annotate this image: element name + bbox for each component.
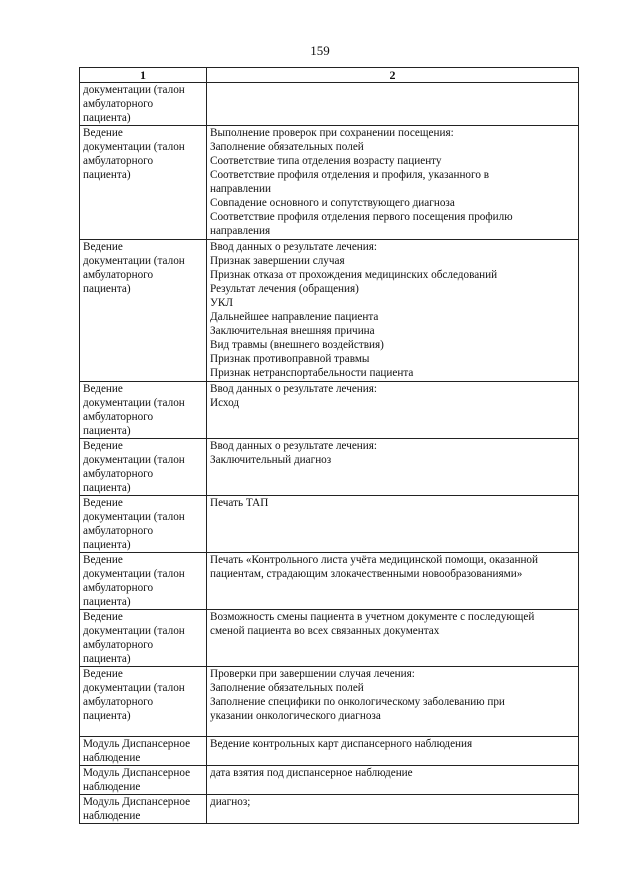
cell-line: направлении	[210, 183, 271, 195]
table-row	[80, 83, 579, 126]
table-header-row	[80, 68, 579, 83]
table-row	[80, 667, 579, 737]
table-row	[80, 766, 579, 795]
cell-line: пациента)	[83, 425, 131, 437]
cell-function	[207, 83, 579, 126]
cell-module	[80, 126, 207, 240]
cell-line: Вид травмы (внешнего воздействия)	[210, 339, 384, 351]
cell-line: амбулаторного	[83, 98, 154, 110]
table-row	[80, 240, 579, 382]
cell-line: Заполнение обязательных полей	[210, 682, 364, 694]
table-row	[80, 382, 579, 439]
cell-line: направления	[210, 225, 271, 237]
cell-line: амбулаторного	[83, 696, 154, 708]
table-row	[80, 439, 579, 496]
cell-line: пациентам, страдающим злокачественными новообразованиями»	[210, 568, 523, 580]
requirements-table	[79, 67, 579, 824]
cell-line: Совпадение основного и сопутствующего диагноза	[210, 197, 455, 209]
cell-function	[207, 240, 579, 382]
cell-line: Признак отказа от прохождения медицинских обследований	[210, 269, 498, 281]
column-header-2: 2	[207, 68, 579, 83]
cell-line: Дальнейшее направление пациента	[210, 311, 379, 323]
cell-line: Соответствие профиля отделения первого посещения профилю	[210, 211, 513, 223]
cell-line: амбулаторного	[83, 411, 154, 423]
page-number: 159	[310, 43, 330, 58]
cell-line: дата взятия под диспансерное наблюдение	[210, 767, 413, 779]
cell-line: документации (талон	[83, 141, 185, 153]
cell-module	[80, 737, 207, 766]
cell-line: Ведение контрольных карт диспансерного наблюдения	[210, 738, 473, 750]
table-row	[80, 795, 579, 824]
cell-line: Модуль Диспансерное	[83, 738, 191, 750]
cell-line: Признак нетранспортабельности пациента	[210, 367, 414, 379]
cell-line: пациента)	[83, 596, 131, 608]
cell-line: Ведение	[83, 127, 123, 139]
cell-line: документации (талон	[83, 511, 185, 523]
cell-line: Признак завершении случая	[210, 255, 345, 267]
cell-line: Выполнение проверок при сохранении посещения:	[210, 127, 454, 139]
cell-function	[207, 553, 579, 610]
table-row	[80, 126, 579, 240]
cell-module	[80, 610, 207, 667]
cell-line: документации (талон	[83, 84, 185, 96]
cell-line: Ведение	[83, 440, 123, 452]
cell-line: пациента)	[83, 539, 131, 551]
cell-line: Ввод данных о результате лечения:	[210, 440, 378, 452]
cell-module	[80, 439, 207, 496]
cell-line: Заполнение обязательных полей	[210, 141, 364, 153]
cell-line: документации (талон	[83, 568, 185, 580]
cell-line: Признак противоправной травмы	[210, 353, 370, 365]
cell-line: Модуль Диспансерное	[83, 796, 191, 808]
cell-line: амбулаторного	[83, 582, 154, 594]
cell-line: пациента)	[83, 112, 131, 124]
cell-module	[80, 83, 207, 126]
cell-function	[207, 667, 579, 737]
table-body	[80, 83, 579, 824]
cell-line: Ведение	[83, 497, 123, 509]
cell-line: указании онкологического диагноза	[210, 710, 381, 722]
cell-line: сменой пациента во всех связанных документах	[210, 625, 440, 637]
cell-module	[80, 553, 207, 610]
cell-line: Возможность смены пациента в учетном документе с последующей	[210, 611, 535, 623]
cell-line: документации (талон	[83, 454, 185, 466]
cell-line: Модуль Диспансерное	[83, 767, 191, 779]
cell-line: амбулаторного	[83, 639, 154, 651]
cell-line: диагноз;	[210, 796, 251, 808]
cell-line: Ведение	[83, 611, 123, 623]
cell-line: Соответствие профиля отделения и профиля, указанного в	[210, 169, 490, 181]
cell-line: пациента)	[83, 653, 131, 665]
cell-module	[80, 382, 207, 439]
table-row	[80, 737, 579, 766]
cell-function	[207, 439, 579, 496]
cell-line: Заключительный диагноз	[210, 454, 332, 466]
cell-line: Печать «Контрольного листа учёта медицинской помощи, оказанной	[210, 554, 539, 566]
column-header-1: 1	[80, 68, 207, 83]
cell-line: пациента)	[83, 710, 131, 722]
cell-line: пациента)	[83, 169, 131, 181]
cell-line: УКЛ	[210, 297, 233, 309]
cell-line: амбулаторного	[83, 468, 154, 480]
cell-line: Заключительная внешняя причина	[210, 325, 375, 337]
cell-line: амбулаторного	[83, 155, 154, 167]
cell-line: наблюдение	[83, 781, 141, 793]
cell-module	[80, 766, 207, 795]
table-row	[80, 496, 579, 553]
cell-line: Проверки при завершении случая лечения:	[210, 668, 415, 680]
cell-line: Ввод данных о результате лечения:	[210, 383, 378, 395]
table-row	[80, 553, 579, 610]
cell-line: амбулаторного	[83, 269, 154, 281]
cell-line: документации (талон	[83, 682, 185, 694]
cell-function	[207, 382, 579, 439]
cell-function	[207, 496, 579, 553]
cell-line: Ведение	[83, 668, 123, 680]
cell-line: документации (талон	[83, 397, 185, 409]
cell-function	[207, 766, 579, 795]
cell-line: пациента)	[83, 283, 131, 295]
cell-line: Ведение	[83, 554, 123, 566]
cell-line: документации (талон	[83, 625, 185, 637]
cell-line: наблюдение	[83, 752, 141, 764]
cell-line: Соответствие типа отделения возрасту пациенту	[210, 155, 442, 167]
cell-module	[80, 795, 207, 824]
cell-line: Печать ТАП	[210, 497, 269, 509]
cell-line: Исход	[210, 397, 240, 409]
cell-function	[207, 610, 579, 667]
cell-line: пациента)	[83, 482, 131, 494]
cell-line: Результат лечения (обращения)	[210, 283, 359, 295]
cell-module	[80, 496, 207, 553]
cell-function	[207, 126, 579, 240]
cell-line: документации (талон	[83, 255, 185, 267]
cell-module	[80, 667, 207, 737]
cell-line: наблюдение	[83, 810, 141, 822]
cell-function	[207, 737, 579, 766]
cell-line: Заполнение специфики по онкологическому заболеванию при	[210, 696, 505, 708]
cell-line: Ведение	[83, 383, 123, 395]
cell-line: амбулаторного	[83, 525, 154, 537]
cell-function	[207, 795, 579, 824]
cell-line: Ввод данных о результате лечения:	[210, 241, 378, 253]
cell-line: Ведение	[83, 241, 123, 253]
table-row	[80, 610, 579, 667]
cell-module	[80, 240, 207, 382]
